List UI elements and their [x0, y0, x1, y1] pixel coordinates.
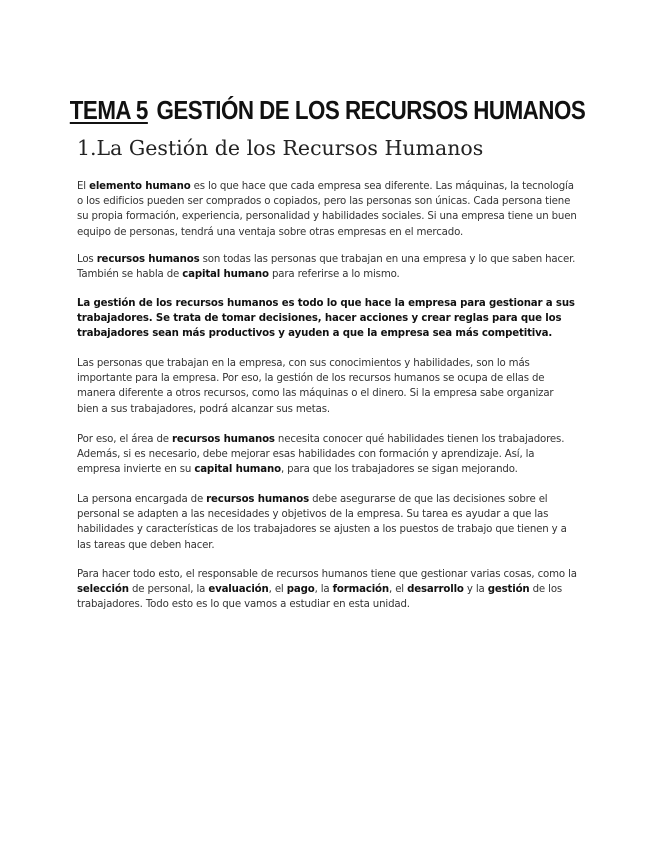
paragraph-2: Los recursos humanos son todas las personas que trabajan en una empresa y lo que saben hacer. También se habla de capital humano para referirse a lo mismo. [77, 254, 576, 281]
bold-term: gestión [487, 584, 530, 596]
bold-term: capital humano [194, 464, 281, 476]
bold-term: desarrollo [407, 584, 464, 596]
bold-term: pago [286, 584, 315, 596]
bold-term: formación [332, 584, 390, 596]
bold-term: recursos humanos [172, 434, 275, 445]
title-text: GESTIÓN DE LOS RECURSOS HUMANOS [156, 95, 586, 126]
paragraph-5: Por eso, el área de recursos humanos necesita conocer qué habilidades tienen los trabajadores. Además, si es necesario, debe mejorar esas habilidades con formación y aprendizaje. Así, la empresa invierte en su capital humano, para que los trabajadores se sigan mejorando. [77, 434, 565, 476]
bold-term: recursos humanos [96, 254, 200, 265]
title-number: TEMA 5 [69, 95, 148, 126]
bold-term: recursos humanos [206, 494, 310, 505]
paragraph-4: Las personas que trabajan en la empresa, con sus conocimientos y habilidades, son lo más importante para la empresa. Por eso, la gestión de los recursos humanos se ocupa de ellas de manera diferente a otros recursos, como las máquinas o el dinero. Si la empresa sabe organizar bien a sus trabajadores, podrá alcanzar sus metas. [77, 358, 554, 415]
paragraph-1: El elemento humano es lo que hace que cada empresa sea diferente. Las máquinas, la tecnología o los edificios pueden ser comprados o copiados, pero las personas son únicas. Cada persona tiene su propia formación, experiencia, personalidad y habilidades sociales. Si una empresa tiene un buen equipo de personas, tendrá una ventaja sobre otras empresas en el mercado. [77, 181, 577, 238]
bold-term: selección [77, 584, 129, 596]
paragraph-6: La persona encargada de recursos humanos debe asegurarse de que las decisiones sobre el personal se adapten a las necesidades y objetivos de la empresa. Su tarea es ayudar a que las habilidades y características de los trabajadores se ajusten a los puestos de trabajo que tienen y a las tareas que deben hacer. [77, 494, 567, 551]
bold-term: elemento humano [89, 181, 191, 192]
bold-term: capital humano [182, 269, 269, 281]
paragraph-7: Para hacer todo esto, el responsable de recursos humanos tiene que gestionar varias cosas, como la selección de personal, la evaluación, el pago, la formación, el desarrollo y la gestión de los trabajadores. Todo esto es lo que vamos a estudiar en esta unidad. [77, 569, 577, 611]
paragraph-3-bold: La gestión de los recursos humanos es todo lo que hace la empresa para gestionar a sus trabajadores. Se trata de tomar decisiones, hacer acciones y crear reglas para que los trabajadores sean más productivos y ayuden a que la empresa sea más competitiva. [77, 298, 575, 340]
document-title [46, 95, 609, 126]
section-title: 1.La Gestión de los Recursos Humanos [77, 136, 484, 160]
bold-term: evaluación [208, 584, 269, 596]
